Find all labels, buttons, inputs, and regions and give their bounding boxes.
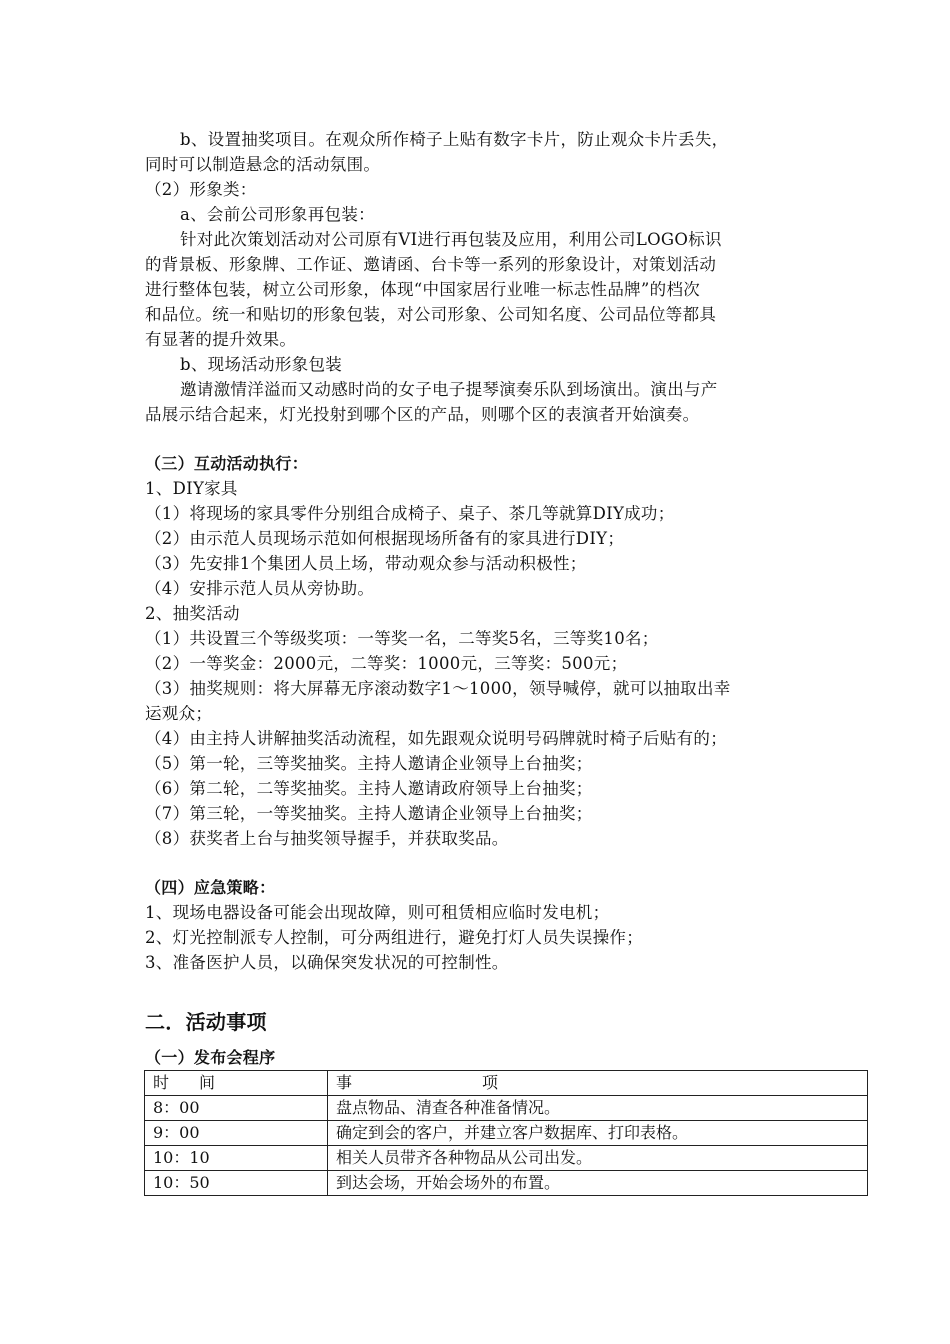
list-item: （1）共设置三个等级奖项：一等奖一名，二等奖5名，三等奖10名； bbox=[145, 629, 659, 648]
list-item: （3）抽奖规则：将大屏幕无序滚动数字1～1000，领导喊停，就可以抽取出幸 bbox=[145, 679, 731, 698]
paragraph-line: 有显著的提升效果。 bbox=[145, 330, 297, 349]
item-cell: 到达会场，开始会场外的布置。 bbox=[328, 1171, 868, 1196]
schedule-table bbox=[144, 1070, 868, 1196]
item-cell: 确定到会的客户，并建立客户数据库、打印表格。 bbox=[328, 1121, 868, 1146]
paragraph-line: 和品位。统一和贴切的形象包装，对公司形象、公司知名度、公司品位等都具 bbox=[145, 305, 717, 324]
paragraph-line: （2）形象类： bbox=[145, 180, 257, 199]
paragraph-line: 品展示结合起来，灯光投射到哪个区的产品，则哪个区的表演者开始演奏。 bbox=[145, 405, 700, 424]
list-item: （2）一等奖金：2000元，二等奖：1000元，三等奖：500元； bbox=[145, 654, 628, 673]
list-item: （4）由主持人讲解抽奖活动流程，如先跟观众说明号码牌就时椅子后贴有的； bbox=[145, 729, 727, 748]
subsection-title: （一）发布会程序 bbox=[145, 1048, 276, 1067]
column-header-time: 时间 bbox=[145, 1071, 328, 1096]
paragraph-line: b、现场活动形象包装 bbox=[180, 355, 343, 374]
table-row bbox=[145, 1096, 868, 1121]
list-item: （8）获奖者上台与抽奖领导握手，并获取奖品。 bbox=[145, 829, 509, 848]
paragraph-line: 进行整体包装，树立公司形象，体现“中国家居行业唯一标志性品牌”的档次 bbox=[145, 280, 701, 299]
list-item: （3）先安排1个集团人员上场，带动观众参与活动积极性； bbox=[145, 554, 587, 573]
time-cell: 10：50 bbox=[145, 1171, 328, 1196]
item-cell: 相关人员带齐各种物品从公司出发。 bbox=[328, 1146, 868, 1171]
list-item: （4）安排示范人员从旁协助。 bbox=[145, 579, 375, 598]
item-cell: 盘点物品、清查各种准备情况。 bbox=[328, 1096, 868, 1121]
section-heading: （四）应急策略： bbox=[145, 878, 276, 897]
time-cell: 9：00 bbox=[145, 1121, 328, 1146]
paragraph-line: 针对此次策划活动对公司原有VI进行再包装及应用，利用公司LOGO标识 bbox=[180, 230, 722, 249]
paragraph-line: 同时可以制造悬念的活动氛围。 bbox=[145, 155, 381, 174]
table-header-row bbox=[145, 1071, 868, 1096]
table-row bbox=[145, 1171, 868, 1196]
list-item: （1）将现场的家具零件分别组合成椅子、桌子、茶几等就算DIY成功； bbox=[145, 504, 675, 523]
list-item: （6）第二轮，二等奖抽奖。主持人邀请政府领导上台抽奖； bbox=[145, 779, 593, 798]
list-item: 2、抽奖活动 bbox=[145, 604, 240, 623]
list-item: （2）由示范人员现场示范如何根据现场所备有的家具进行DIY； bbox=[145, 529, 625, 548]
paragraph-line: b、设置抽奖项目。在观众所作椅子上贴有数字卡片，防止观众卡片丢失， bbox=[180, 130, 729, 149]
list-item: 3、准备医护人员，以确保突发状况的可控制性。 bbox=[145, 953, 509, 972]
time-cell: 8：00 bbox=[145, 1096, 328, 1121]
paragraph-line: 邀请激情洋溢而又动感时尚的女子电子提琴演奏乐队到场演出。演出与产 bbox=[180, 380, 718, 399]
list-item: 2、灯光控制派专人控制，可分两组进行，避免打灯人员失误操作； bbox=[145, 928, 643, 947]
list-item: 1、DIY家具 bbox=[145, 479, 238, 498]
list-item: 1、现场电器设备可能会出现故障，则可租赁相应临时发电机； bbox=[145, 903, 610, 922]
column-header-item: 事项 bbox=[328, 1071, 868, 1096]
time-cell: 10：10 bbox=[145, 1146, 328, 1171]
chapter-title: 二．活动事项 bbox=[145, 1010, 267, 1034]
table-row bbox=[145, 1146, 868, 1171]
section-heading: （三）互动活动执行： bbox=[145, 454, 309, 473]
list-item: （5）第一轮，三等奖抽奖。主持人邀请企业领导上台抽奖； bbox=[145, 754, 593, 773]
table-row bbox=[145, 1121, 868, 1146]
list-item: （7）第三轮，一等奖抽奖。主持人邀请企业领导上台抽奖； bbox=[145, 804, 593, 823]
paragraph-line: 的背景板、形象牌、工作证、邀请函、台卡等一系列的形象设计，对策划活动 bbox=[145, 255, 717, 274]
list-item: 运观众； bbox=[145, 704, 213, 723]
paragraph-line: a、会前公司形象再包装： bbox=[180, 205, 375, 224]
